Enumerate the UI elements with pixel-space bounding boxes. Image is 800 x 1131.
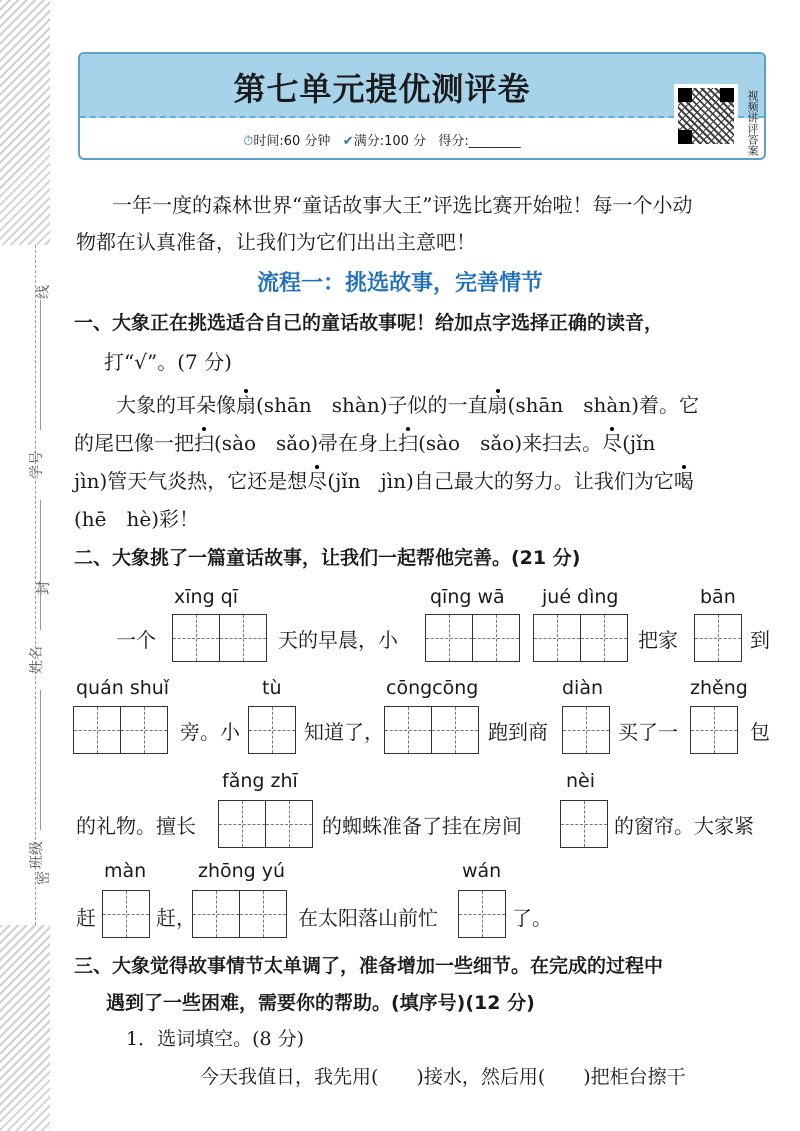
intro-line-1: 一年一度的森林世界“童话故事大王”评选比赛开始啦！每一个小动 <box>112 193 693 217</box>
story-text: 把家 <box>638 628 678 652</box>
name-underline <box>40 500 41 630</box>
tianzige-box[interactable] <box>192 890 287 938</box>
pinyin: quán shuǐ <box>76 677 170 699</box>
story-text: 包 <box>750 720 770 744</box>
pinyin: fǎng zhī <box>222 770 298 792</box>
q3-subquestion-1: 1．选词填空。(8 分) <box>126 1028 305 1050</box>
story-text: 在太阳落山前忙 <box>298 906 438 930</box>
id-underline <box>40 300 41 430</box>
tianzige-box[interactable] <box>690 706 738 754</box>
story-text: 旁。小 <box>180 720 240 744</box>
q1-line-1: 大象的耳朵像扇(shān shàn)子似的一直扇(shān shàn)着。它 <box>116 393 700 417</box>
q1-title-2: 打“√”。(7 分) <box>104 350 232 374</box>
clock-icon: ⏱ <box>243 134 254 149</box>
page-title: 第七单元提优测评卷 <box>233 70 531 108</box>
q3-sentence: 今天我值日，我先用( )接水，然后用( )把柜台擦干 <box>200 1066 686 1088</box>
story-text: 买了一 <box>618 720 678 744</box>
tianzige-box[interactable] <box>218 800 313 848</box>
story-text: 天的早晨，小 <box>278 628 398 652</box>
section-1-title: 流程一：挑选故事，完善情节 <box>256 271 543 296</box>
story-text: 跑到商 <box>488 720 548 744</box>
story-text: 的窗帘。大家紧 <box>614 814 754 838</box>
tianzige-box[interactable] <box>533 614 628 662</box>
q1-line-4: (hē hè)彩！ <box>74 507 200 531</box>
hatch-top <box>0 0 50 245</box>
story-text: 一个 <box>116 628 156 652</box>
tianzige-box[interactable] <box>560 800 608 848</box>
story-text: 知道了， <box>304 720 384 744</box>
pinyin: wán <box>462 860 502 882</box>
story-text: 了。 <box>512 906 552 930</box>
qr-code-icon[interactable] <box>674 84 738 148</box>
class-label: 班级 <box>29 841 45 869</box>
check-icon: ✔ <box>342 134 354 149</box>
line-label: 线 <box>36 285 52 299</box>
q1-line-3: jìn)管天气炎热，它还是想尽(jǐn jìn)自己最大的努力。让我们为它喝 <box>74 469 694 493</box>
tianzige-box[interactable] <box>384 706 479 754</box>
tianzige-box[interactable] <box>102 890 150 938</box>
pinyin: bān <box>700 586 736 608</box>
binding-strip <box>0 0 60 1131</box>
pinyin: cōngcōng <box>386 677 479 699</box>
pinyin: diàn <box>562 677 604 699</box>
name-label: 姓名 <box>29 646 45 674</box>
story-text: 赶 <box>76 906 96 930</box>
full-score: 满分:100 分 <box>353 134 427 149</box>
class-underline <box>40 690 41 830</box>
header-box <box>78 52 766 160</box>
q1-line-2: 的尾巴像一把扫(sào sǎo)帚在身上扫(sào sǎo)来扫去。尽(jǐn <box>74 431 656 455</box>
story-text: 的礼物。擅长 <box>76 814 196 838</box>
tianzige-box[interactable] <box>425 614 520 662</box>
tianzige-box[interactable] <box>172 614 267 662</box>
dense-label: 密 <box>36 871 52 885</box>
story-text: 的蜘蛛准备了挂在房间 <box>322 814 522 838</box>
story-text: 赶， <box>156 906 196 930</box>
story-text: 到 <box>750 628 770 652</box>
tianzige-box[interactable] <box>458 890 506 938</box>
pinyin: qīng wā <box>430 586 505 608</box>
qr-caption: 视频讲评答案 <box>746 90 759 156</box>
q2-title: 二、大象挑了一篇童话故事，让我们一起帮他完善。(21 分) <box>74 547 581 569</box>
tianzige-box[interactable] <box>73 706 168 754</box>
hatch-bottom <box>0 925 50 1131</box>
q3-title-2: 遇到了一些困难，需要你的帮助。(填序号)(12 分) <box>106 992 535 1014</box>
pinyin: tù <box>262 677 282 699</box>
tianzige-box[interactable] <box>694 614 742 662</box>
tianzige-box[interactable] <box>248 706 296 754</box>
tianzige-box[interactable] <box>562 706 610 754</box>
pinyin: xīng qī <box>174 586 239 608</box>
q3-title: 三、大象觉得故事情节太单调了，准备增加一些细节。在完成的过程中 <box>74 955 664 977</box>
score-field: 得分:________ <box>438 134 521 149</box>
intro-line-2: 物都在认真准备，让我们为它们出出主意吧！ <box>76 230 476 254</box>
pinyin: zhěng <box>690 677 748 699</box>
seal-label: 封 <box>36 581 52 595</box>
pinyin: màn <box>104 860 147 882</box>
exam-info <box>80 130 684 149</box>
q1-title: 一、大象正在挑选适合自己的童话故事呢！给加点字选择正确的读音， <box>74 312 664 334</box>
time-limit: 时间:60 分钟 <box>253 134 331 149</box>
pinyin: nèi <box>566 770 596 792</box>
pinyin: jué dìng <box>542 586 619 608</box>
pinyin: zhōng yú <box>198 860 286 882</box>
id-label: 学号 <box>29 451 45 479</box>
